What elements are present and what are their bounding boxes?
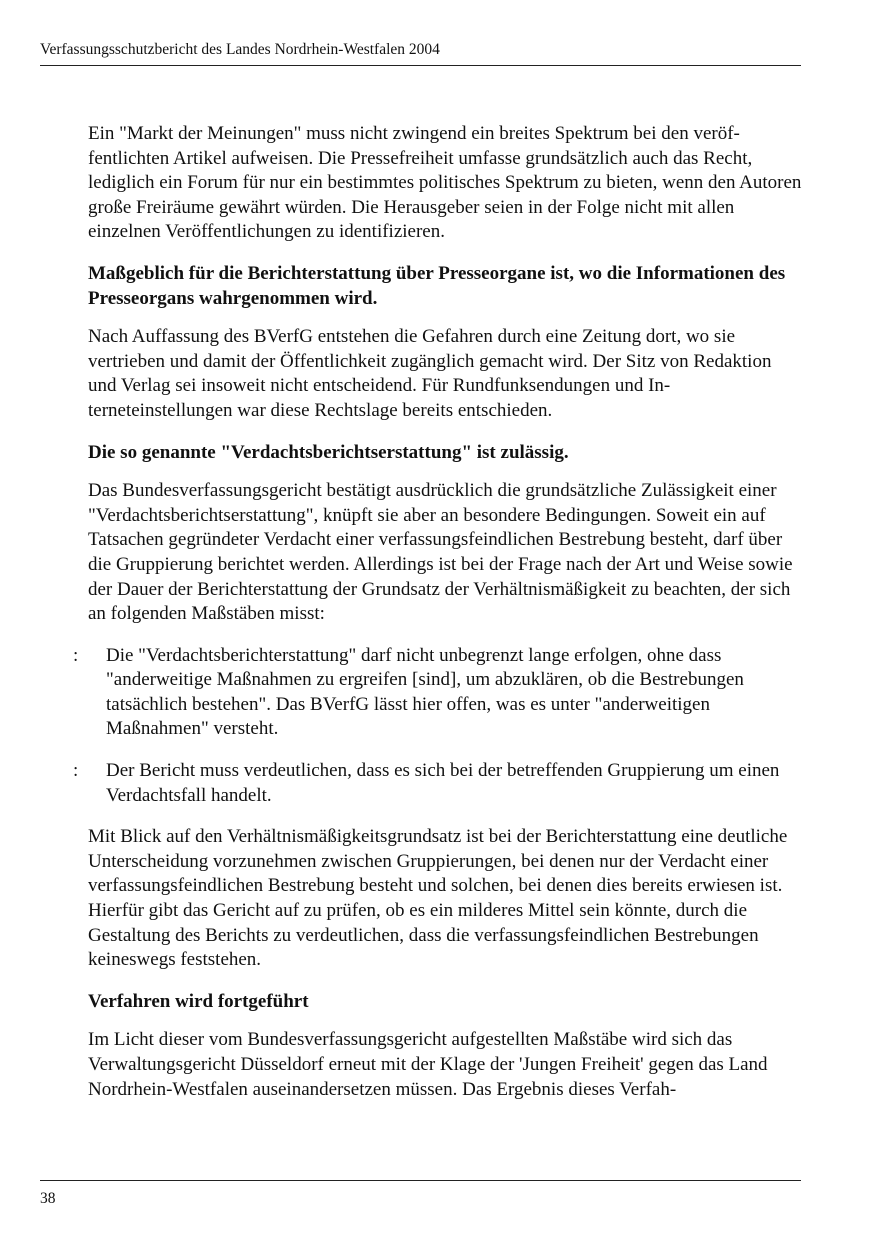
heading-verdachtsberichtserstattung: Die so genannte "Verdachtsberichtserstattung" ist zulässig. (88, 441, 569, 463)
list-item (73, 759, 802, 808)
heading-presseorgane: Maßgeblich für die Berichterstattung über Presseorgane ist, wo die Informationen des Presseorgans wahrgenommen wird. (88, 262, 786, 309)
paragraph-verhaeltnismaessigkeit: Mit Blick auf den Verhältnismäßigkeitsgrundsatz ist bei der Berichterstattung eine deutliche Unterscheidung vorzunehmen zwischen Gruppierungen, bei denen nur der Verdacht einer verfassungsfeindlichen Bestrebung besteht und solchen, bei denen dies bereits erwiesen ist. Hierfür gibt das Gericht auf zu prüfen, ob es ein milderes Mittel sein könnte, durch die Gestaltung des Berichts zu verdeutlichen, dass die verfassungsfeindlichen Bestrebungen keineswegs feststehen. (88, 826, 788, 971)
list-marker: : (73, 760, 79, 782)
page-footer (40, 1180, 801, 1208)
criteria-list (73, 644, 802, 809)
list-item (73, 644, 802, 742)
body-content (73, 122, 802, 1119)
paragraph-bverfg-auffassung: Nach Auffassung des BVerfG entstehen die Gefahren durch eine Zeitung dort, wo sie vertrieben und damit der Öffentlichkeit zugänglich gemacht wird. Der Sitz von Redaktion und Verlag sei insoweit nicht entscheidend. Für Rundfunksendungen und Interneteinstellungen war diese Rechtslage bereits entschieden. (88, 326, 772, 421)
paragraph-zulaessigkeit: Das Bundesverfassungsgericht bestätigt ausdrücklich die grundsätzliche Zulässigkeit einer "Verdachtsberichtserstattung", knüpft sie aber an besondere Bedingungen. Soweit ein auf Tatsachen gegründeter Verdacht einer verfassungsfeindlichen Bestrebung besteht, darf über die Gruppierung berichtet werden. Allerdings ist bei der Frage nach der Art und Weise sowie der Dauer der Berichterstattung der Grundsatz der Verhältnismäßigkeit zu beachten, der sich an folgenden Maßstäben misst: (88, 480, 793, 625)
heading-verfahren-fortgefuehrt: Verfahren wird fortgeführt (88, 990, 309, 1012)
page-header (40, 41, 801, 66)
list-item-text: Die "Verdachtsberichterstattung" darf nicht unbegrenzt lange erfolgen, ohne dass "anderweitige Maßnahmen zu ergreifen [sind], um abzuklären, ob die Bestrebungen tatsächlich bestehen". Das BVerfG lässt hier offen, was es unter "anderweitigen Maßnahmen" versteht. (106, 644, 744, 740)
paragraph-markt-der-meinungen: Ein "Markt der Meinungen" muss nicht zwingend ein breites Spektrum bei den veröffentlichten Artikel aufweisen. Die Pressefreiheit umfasse grundsätzlich auch das Recht, lediglich ein Forum für nur ein bestimmtes politisches Spektrum zu bieten, wenn den Autoren große Freiräume gewährt würden. Die Herausgeber seien in der Folge nicht mit allen einzelnen Veröffentlichungen zu identifizieren. (88, 123, 802, 243)
paragraph-verwaltungsgericht: Im Licht dieser vom Bundesverfassungsgericht aufgestellten Maßstäbe wird sich das Verwaltungsgericht Düsseldorf erneut mit der Klage der 'Jungen Freiheit' gegen das Land Nordrhein-Westfalen auseinandersetzen müssen. Das Ergebnis dieses Verfah- (88, 1029, 768, 1100)
running-header-title: Verfassungsschutzbericht des Landes Nordrhein-Westfalen 2004 (40, 41, 440, 58)
page-number: 38 (40, 1190, 56, 1207)
list-item-text: Der Bericht muss verdeutlichen, dass es sich bei der betreffenden Gruppierung um einen Verdachtsfall handelt. (106, 760, 780, 806)
list-marker: : (73, 644, 79, 666)
